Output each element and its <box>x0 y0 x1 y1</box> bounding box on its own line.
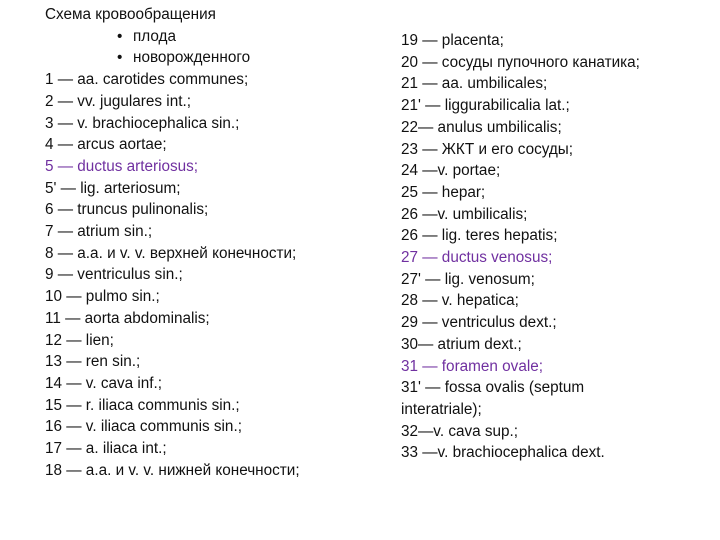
legend-item: 13 — ren sin.; <box>45 353 141 371</box>
bullet-glyph: • <box>117 49 123 67</box>
bullet-label: новорожденного <box>133 49 251 67</box>
legend-right-column <box>401 30 640 464</box>
legend-item: 29 — ventriculus dext.; <box>401 314 557 332</box>
legend-item: 7 — atrium sin.; <box>45 223 153 241</box>
legend-item: 15 — r. iliaca communis sin.; <box>45 396 240 414</box>
legend-item: 33 —v. brachiocephalica dext. <box>401 444 605 462</box>
legend-item: 5 — ductus arteriosus; <box>45 157 199 175</box>
legend-item: 31 — foramen ovale; <box>401 357 543 375</box>
legend-item: 18 — a.a. и v. v. нижней конечности; <box>45 461 300 479</box>
legend-item: 2 — vv. jugulares int.; <box>45 92 191 110</box>
legend-item: 26 —v. umbilicalis; <box>401 205 528 223</box>
page-title: Схема кровообращения <box>45 6 216 23</box>
legend-item: 31' — fossa ovalis (septum <box>401 379 585 397</box>
legend-item: 23 — ЖКТ и его сосуды; <box>401 140 574 158</box>
legend-item: 3 — v. brachiocephalica sin.; <box>45 114 240 132</box>
bullet-item-newborn <box>45 47 300 69</box>
legend-item: 24 —v. portae; <box>401 162 501 180</box>
legend-item: 5' — lig. arteriosum; <box>45 179 181 197</box>
legend-item: 17 — a. iliaca int.; <box>45 440 167 458</box>
legend-item: 25 — hepar; <box>401 183 486 201</box>
legend-item: 8 — a.a. и v. v. верхней конечности; <box>45 244 297 262</box>
legend-item: 16 — v. iliaca communis sin.; <box>45 418 242 436</box>
legend-item: 11 — aorta abdominalis; <box>45 309 210 327</box>
legend-item: 28 — v. hepatica; <box>401 292 519 310</box>
legend-item: 12 — lien; <box>45 331 114 349</box>
legend-item: 27 — ductus venosus; <box>401 249 553 267</box>
legend-list-right <box>401 30 640 464</box>
bullet-label: плода <box>133 27 176 45</box>
legend-item: 27' — lig. venosum; <box>401 270 535 288</box>
legend-item: 20 — сосуды пупочного канатика; <box>401 53 640 71</box>
legend-item: 1 — aa. carotides communes; <box>45 71 249 89</box>
legend-item: 19 — placenta; <box>401 32 504 49</box>
legend-item: 6 — truncus pulinonalis; <box>45 201 209 219</box>
bullet-item-fetus <box>45 26 300 48</box>
legend-item: 14 — v. cava inf.; <box>45 374 163 392</box>
legend-item: 21' — liggurabilicalia lat.; <box>401 97 570 115</box>
legend-item: 22— anulus umbilicalis; <box>401 118 562 136</box>
legend-item: 30— atrium dext.; <box>401 335 522 353</box>
legend-item: 4 — arcus aortae; <box>45 136 167 154</box>
legend-item: 21 — aa. umbilicales; <box>401 75 548 93</box>
legend-left-column <box>45 4 300 481</box>
legend-item: 26 — lig. teres hepatis; <box>401 227 558 245</box>
legend-list-left <box>45 69 300 481</box>
legend-item: 32—v. cava sup.; <box>401 422 519 440</box>
legend-item: 9 — ventriculus sin.; <box>45 266 183 284</box>
bullet-glyph: • <box>117 27 123 45</box>
legend-item: 10 — pulmo sin.; <box>45 288 160 306</box>
legend-item: interatriale); <box>401 400 482 418</box>
